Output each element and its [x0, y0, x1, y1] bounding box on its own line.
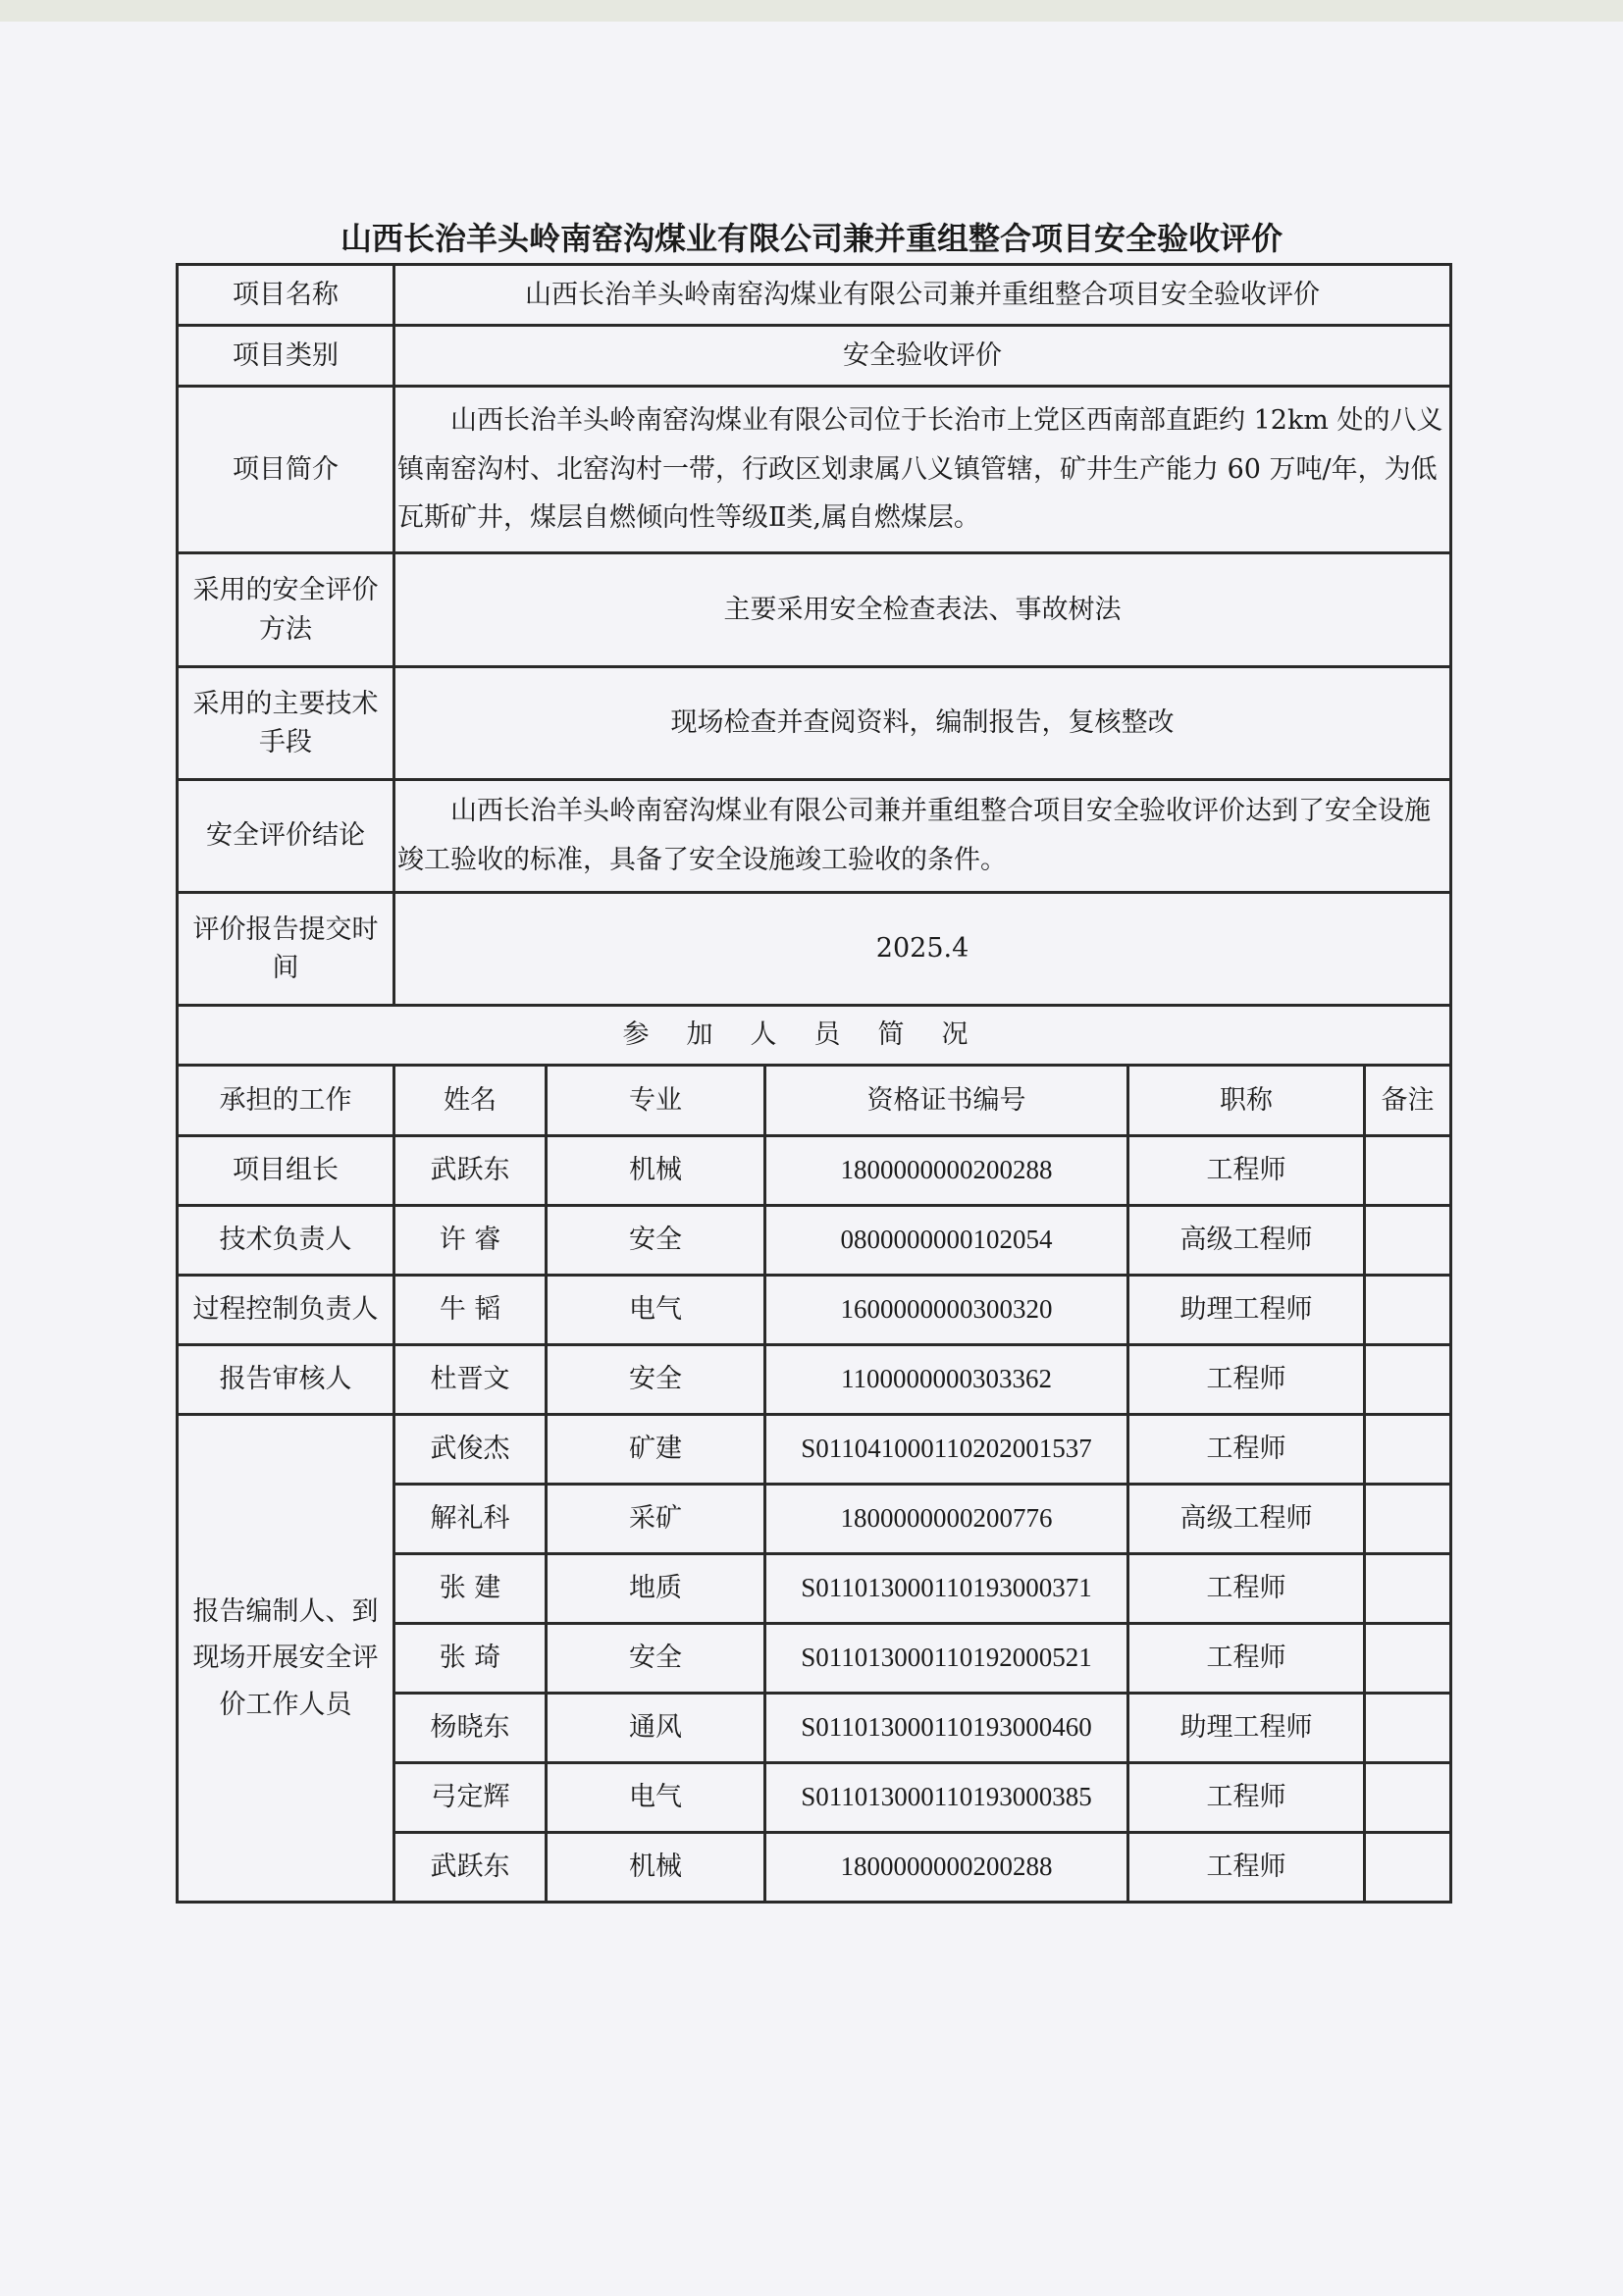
cert-cell: 0800000000102054 — [765, 1206, 1128, 1276]
note-cell — [1365, 1763, 1451, 1833]
table-row — [178, 1136, 1451, 1206]
info-value: 现场检查并查阅资料，编制报告，复核整改 — [394, 667, 1451, 780]
info-label: 项目简介 — [178, 387, 394, 553]
info-value: 山西长治羊头岭南窑沟煤业有限公司兼并重组整合项目安全验收评价达到了安全设施竣工验收的标准，具备了安全设施竣工验收的条件。 — [394, 780, 1451, 893]
title-cell: 工程师 — [1128, 1763, 1365, 1833]
cert-cell: S011013000110193000460 — [765, 1694, 1128, 1763]
info-label: 安全评价结论 — [178, 780, 394, 893]
name-cell: 张 建 — [394, 1554, 547, 1624]
note-cell — [1365, 1345, 1451, 1415]
title-cell: 工程师 — [1128, 1624, 1365, 1694]
info-value: 山西长治羊头岭南窑沟煤业有限公司兼并重组整合项目安全验收评价 — [394, 265, 1451, 326]
major-cell: 机械 — [547, 1833, 765, 1903]
column-header: 姓名 — [394, 1066, 547, 1136]
title-cell: 工程师 — [1128, 1415, 1365, 1485]
personnel-heading: 参加人员简况 — [178, 1006, 1451, 1066]
note-cell — [1365, 1833, 1451, 1903]
name-cell: 弓定辉 — [394, 1763, 547, 1833]
major-cell: 地质 — [547, 1554, 765, 1624]
info-row — [178, 387, 1451, 553]
name-cell: 解礼科 — [394, 1485, 547, 1554]
title-cell: 工程师 — [1128, 1136, 1365, 1206]
role-cell: 项目组长 — [178, 1136, 394, 1206]
title-cell: 工程师 — [1128, 1554, 1365, 1624]
table-row — [178, 1415, 1451, 1485]
info-row — [178, 780, 1451, 893]
cert-cell: S011013000110193000385 — [765, 1763, 1128, 1833]
info-row — [178, 326, 1451, 387]
major-cell: 电气 — [547, 1763, 765, 1833]
table-row — [178, 1206, 1451, 1276]
column-header: 专业 — [547, 1066, 765, 1136]
cert-cell: 1800000000200288 — [765, 1136, 1128, 1206]
major-cell: 安全 — [547, 1206, 765, 1276]
personnel-heading-row — [178, 1006, 1451, 1066]
note-cell — [1365, 1624, 1451, 1694]
role-cell: 技术负责人 — [178, 1206, 394, 1276]
name-cell: 牛 韬 — [394, 1276, 547, 1345]
major-cell: 矿建 — [547, 1415, 765, 1485]
cert-cell: S011013000110192000521 — [765, 1624, 1128, 1694]
title-cell: 助理工程师 — [1128, 1276, 1365, 1345]
info-row — [178, 893, 1451, 1006]
column-header: 资格证书编号 — [765, 1066, 1128, 1136]
name-cell: 武跃东 — [394, 1833, 547, 1903]
name-cell: 杨晓东 — [394, 1694, 547, 1763]
evaluation-table — [176, 263, 1452, 1904]
major-cell: 采矿 — [547, 1485, 765, 1554]
note-cell — [1365, 1415, 1451, 1485]
cert-cell: S011013000110193000371 — [765, 1554, 1128, 1624]
major-cell: 电气 — [547, 1276, 765, 1345]
group-role-cell: 报告编制人、到现场开展安全评价工作人员 — [178, 1415, 394, 1903]
info-row — [178, 265, 1451, 326]
info-label: 项目类别 — [178, 326, 394, 387]
note-cell — [1365, 1136, 1451, 1206]
major-cell: 安全 — [547, 1624, 765, 1694]
column-header: 备注 — [1365, 1066, 1451, 1136]
name-cell: 杜晋文 — [394, 1345, 547, 1415]
info-value: 主要采用安全检查表法、事故树法 — [394, 553, 1451, 667]
role-cell: 过程控制负责人 — [178, 1276, 394, 1345]
cert-cell: 1100000000303362 — [765, 1345, 1128, 1415]
info-value: 安全验收评价 — [394, 326, 1451, 387]
cert-cell: S011041000110202001537 — [765, 1415, 1128, 1485]
note-cell — [1365, 1206, 1451, 1276]
name-cell: 张 琦 — [394, 1624, 547, 1694]
major-cell: 通风 — [547, 1694, 765, 1763]
info-value: 山西长治羊头岭南窑沟煤业有限公司位于长治市上党区西南部直距约 12km 处的八义镇南窑沟村、北窑沟村一带，行政区划隶属八义镇管辖，矿井生产能力 60 万吨/年，为低瓦斯矿井，煤层自燃倾向性等级Ⅱ类,属自燃煤层。 — [394, 387, 1451, 553]
title-cell: 助理工程师 — [1128, 1694, 1365, 1763]
info-value: 2025.4 — [394, 893, 1451, 1006]
name-cell: 武跃东 — [394, 1136, 547, 1206]
major-cell: 安全 — [547, 1345, 765, 1415]
column-header: 承担的工作 — [178, 1066, 394, 1136]
column-header: 职称 — [1128, 1066, 1365, 1136]
cert-cell: 1800000000200288 — [765, 1833, 1128, 1903]
info-label: 评价报告提交时间 — [178, 893, 394, 1006]
table-row — [178, 1276, 1451, 1345]
table-row — [178, 1345, 1451, 1415]
cert-cell: 1600000000300320 — [765, 1276, 1128, 1345]
title-cell: 工程师 — [1128, 1833, 1365, 1903]
title-cell: 高级工程师 — [1128, 1485, 1365, 1554]
info-row — [178, 667, 1451, 780]
info-label: 采用的安全评价方法 — [178, 553, 394, 667]
name-cell: 许 睿 — [394, 1206, 547, 1276]
info-label: 项目名称 — [178, 265, 394, 326]
info-row — [178, 553, 1451, 667]
column-header-row — [178, 1066, 1451, 1136]
note-cell — [1365, 1554, 1451, 1624]
title-cell: 工程师 — [1128, 1345, 1365, 1415]
document-title: 山西长治羊头岭南窑沟煤业有限公司兼并重组整合项目安全验收评价 — [340, 220, 1283, 257]
cert-cell: 1800000000200776 — [765, 1485, 1128, 1554]
note-cell — [1365, 1694, 1451, 1763]
title-cell: 高级工程师 — [1128, 1206, 1365, 1276]
major-cell: 机械 — [547, 1136, 765, 1206]
name-cell: 武俊杰 — [394, 1415, 547, 1485]
info-label: 采用的主要技术手段 — [178, 667, 394, 780]
role-cell: 报告审核人 — [178, 1345, 394, 1415]
scan-edge — [0, 0, 1623, 22]
note-cell — [1365, 1276, 1451, 1345]
note-cell — [1365, 1485, 1451, 1554]
